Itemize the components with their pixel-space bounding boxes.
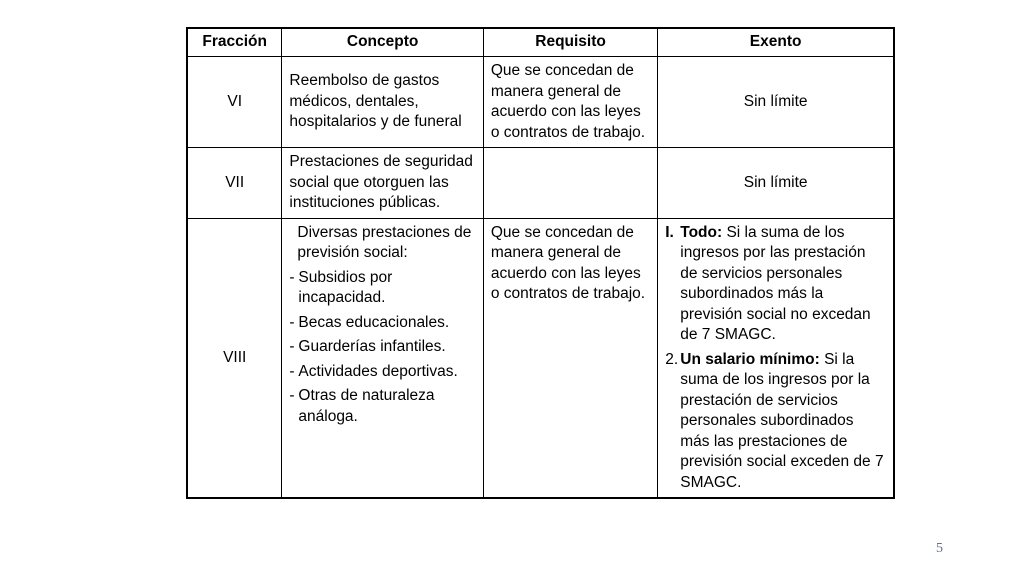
list-item: - Guarderías infantiles. <box>289 337 475 358</box>
exento-item-text: Si la suma de los ingresos por las prestación de servicios personales subordinados más la previsión social no excedan de 7 SMAGC. <box>680 223 871 343</box>
header-exento: Exento <box>658 28 894 57</box>
fraccion-cell: VIII <box>187 218 282 498</box>
concepto-cell: Prestaciones de seguridad social que otorguen las instituciones públicas. <box>282 148 483 219</box>
table-header-row <box>187 28 894 57</box>
exento-item <box>665 223 886 346</box>
header-fraccion: Fracción <box>187 28 282 57</box>
exento-cell: Sin límite <box>658 57 894 148</box>
concepto-list <box>289 268 475 428</box>
concepto-cell <box>282 218 483 498</box>
list-item: - Becas educacionales. <box>289 313 475 334</box>
requisito-cell <box>483 148 657 219</box>
table-row <box>187 148 894 219</box>
concepto-intro: Diversas prestaciones de previsión social: <box>297 223 472 261</box>
exento-item-label: Un salario mínimo: <box>680 350 820 368</box>
exento-item <box>665 350 886 494</box>
exento-item-number: I. <box>665 223 674 241</box>
fraccion-cell: VI <box>187 57 282 148</box>
fraccion-cell: VII <box>187 148 282 219</box>
exemption-table <box>186 27 895 499</box>
table-row <box>187 218 894 498</box>
table-row <box>187 57 894 148</box>
list-item: - Otras de naturaleza análoga. <box>289 386 475 427</box>
requisito-cell: Que se concedan de manera general de acuerdo con las leyes o contratos de trabajo. <box>483 57 657 148</box>
header-requisito: Requisito <box>483 28 657 57</box>
exento-cell <box>658 218 894 498</box>
exento-cell: Sin límite <box>658 148 894 219</box>
exento-item-text: Si la suma de los ingresos por la prestación de servicios personales subordinados más las prestaciones de previsión social exceden de 7 SMAGC. <box>680 350 884 491</box>
requisito-cell: Que se concedan de manera general de acuerdo con las leyes o contratos de trabajo. <box>483 218 657 498</box>
exento-item-label: Todo: <box>680 223 723 241</box>
header-concepto: Concepto <box>282 28 483 57</box>
list-item: - Subsidios por incapacidad. <box>289 268 475 309</box>
page-number: 5 <box>936 541 943 556</box>
concepto-cell: Reembolso de gastos médicos, dentales, hospitalarios y de funeral <box>282 57 483 148</box>
exento-item-number: 2. <box>665 350 679 368</box>
list-item: - Actividades deportivas. <box>289 362 475 383</box>
